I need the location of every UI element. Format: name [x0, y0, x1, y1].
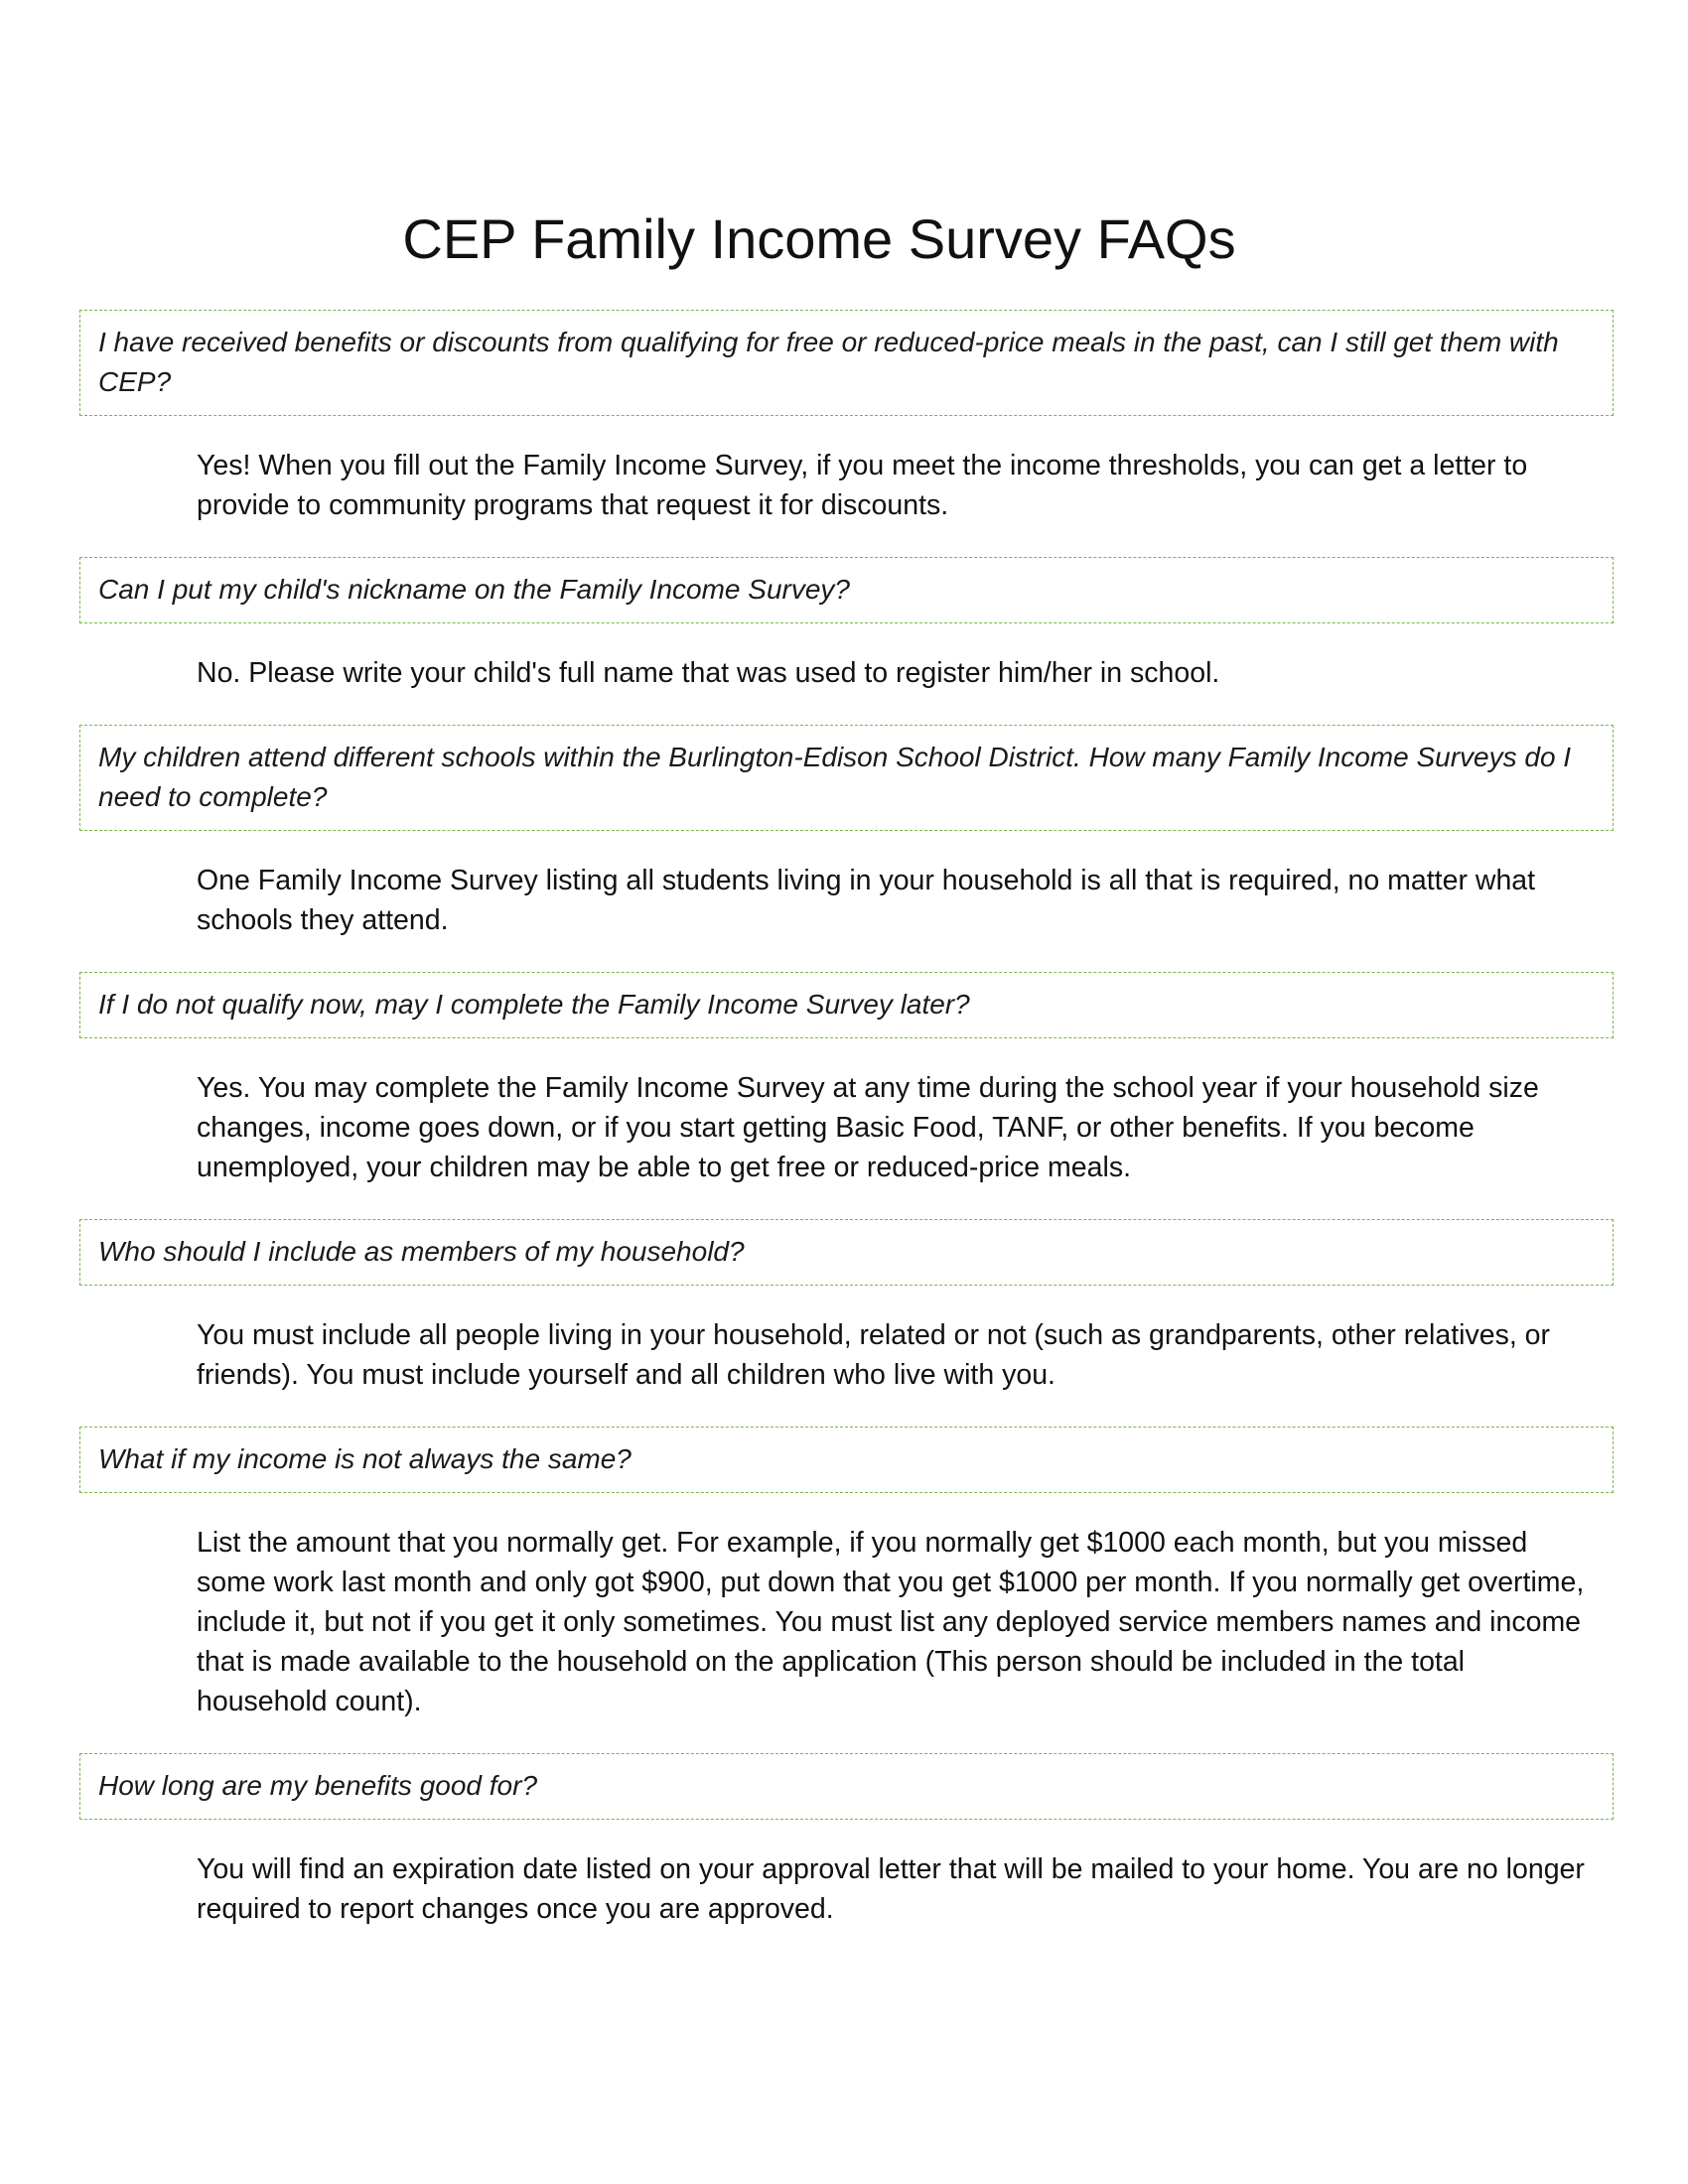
faq-question: If I do not qualify now, may I complete the Family Income Survey later?	[79, 972, 1614, 1038]
faq-list	[0, 310, 1688, 1961]
faq-answer: Yes! When you fill out the Family Income Survey, if you meet the income thresholds, you can get a letter to provide to community programs that request it for discounts.	[197, 450, 1528, 521]
faq-question: Who should I include as members of my household?	[79, 1219, 1614, 1286]
faq-question: How long are my benefits good for?	[79, 1753, 1614, 1820]
faq-answer: Yes. You may complete the Family Income Survey at any time during the school year if your household size changes, income goes down, or if you start getting Basic Food, TANF, or other benefits. If you become unemployed, your children may be able to get free or reduced-price meals.	[197, 1072, 1539, 1183]
faq-question: I have received benefits or discounts from qualifying for free or reduced-price meals in the past, can I still get them with CEP?	[79, 310, 1614, 416]
faq-item	[0, 972, 1688, 1219]
faq-answer: No. Please write your child's full name that was used to register him/her in school.	[197, 657, 1220, 689]
faq-item	[0, 1427, 1688, 1753]
faq-item	[0, 1219, 1688, 1427]
page-title: CEP Family Income Survey FAQs	[402, 207, 1236, 270]
faq-question: My children attend different schools within the Burlington-Edison School District. How many Family Income Surveys do I need to complete?	[79, 725, 1614, 831]
faq-question: Can I put my child's nickname on the Family Income Survey?	[79, 557, 1614, 623]
faq-item	[0, 310, 1688, 557]
faq-answer: One Family Income Survey listing all students living in your household is all that is required, no matter what schools they attend.	[197, 865, 1536, 936]
faq-question: What if my income is not always the same?	[79, 1427, 1614, 1493]
faq-answer: You must include all people living in your household, related or not (such as grandparents, other relatives, or friends). You must include yourself and all children who live with you.	[197, 1319, 1551, 1391]
faq-answer: You will find an expiration date listed on your approval letter that will be mailed to your home. You are no longer required to report changes once you are approved.	[197, 1853, 1585, 1925]
faq-answer: List the amount that you normally get. For example, if you normally get $1000 each month, but you missed some work last month and only got $900, put down that you get $1000 per month. If you normally get overtime, include it, but not if you get it only sometimes. You must list any deployed service members names and income that is made available to the household on the application (This person should be included in the total household count).	[197, 1527, 1585, 1717]
faq-item	[0, 557, 1688, 725]
faq-item	[0, 725, 1688, 972]
faq-item	[0, 1753, 1688, 1961]
